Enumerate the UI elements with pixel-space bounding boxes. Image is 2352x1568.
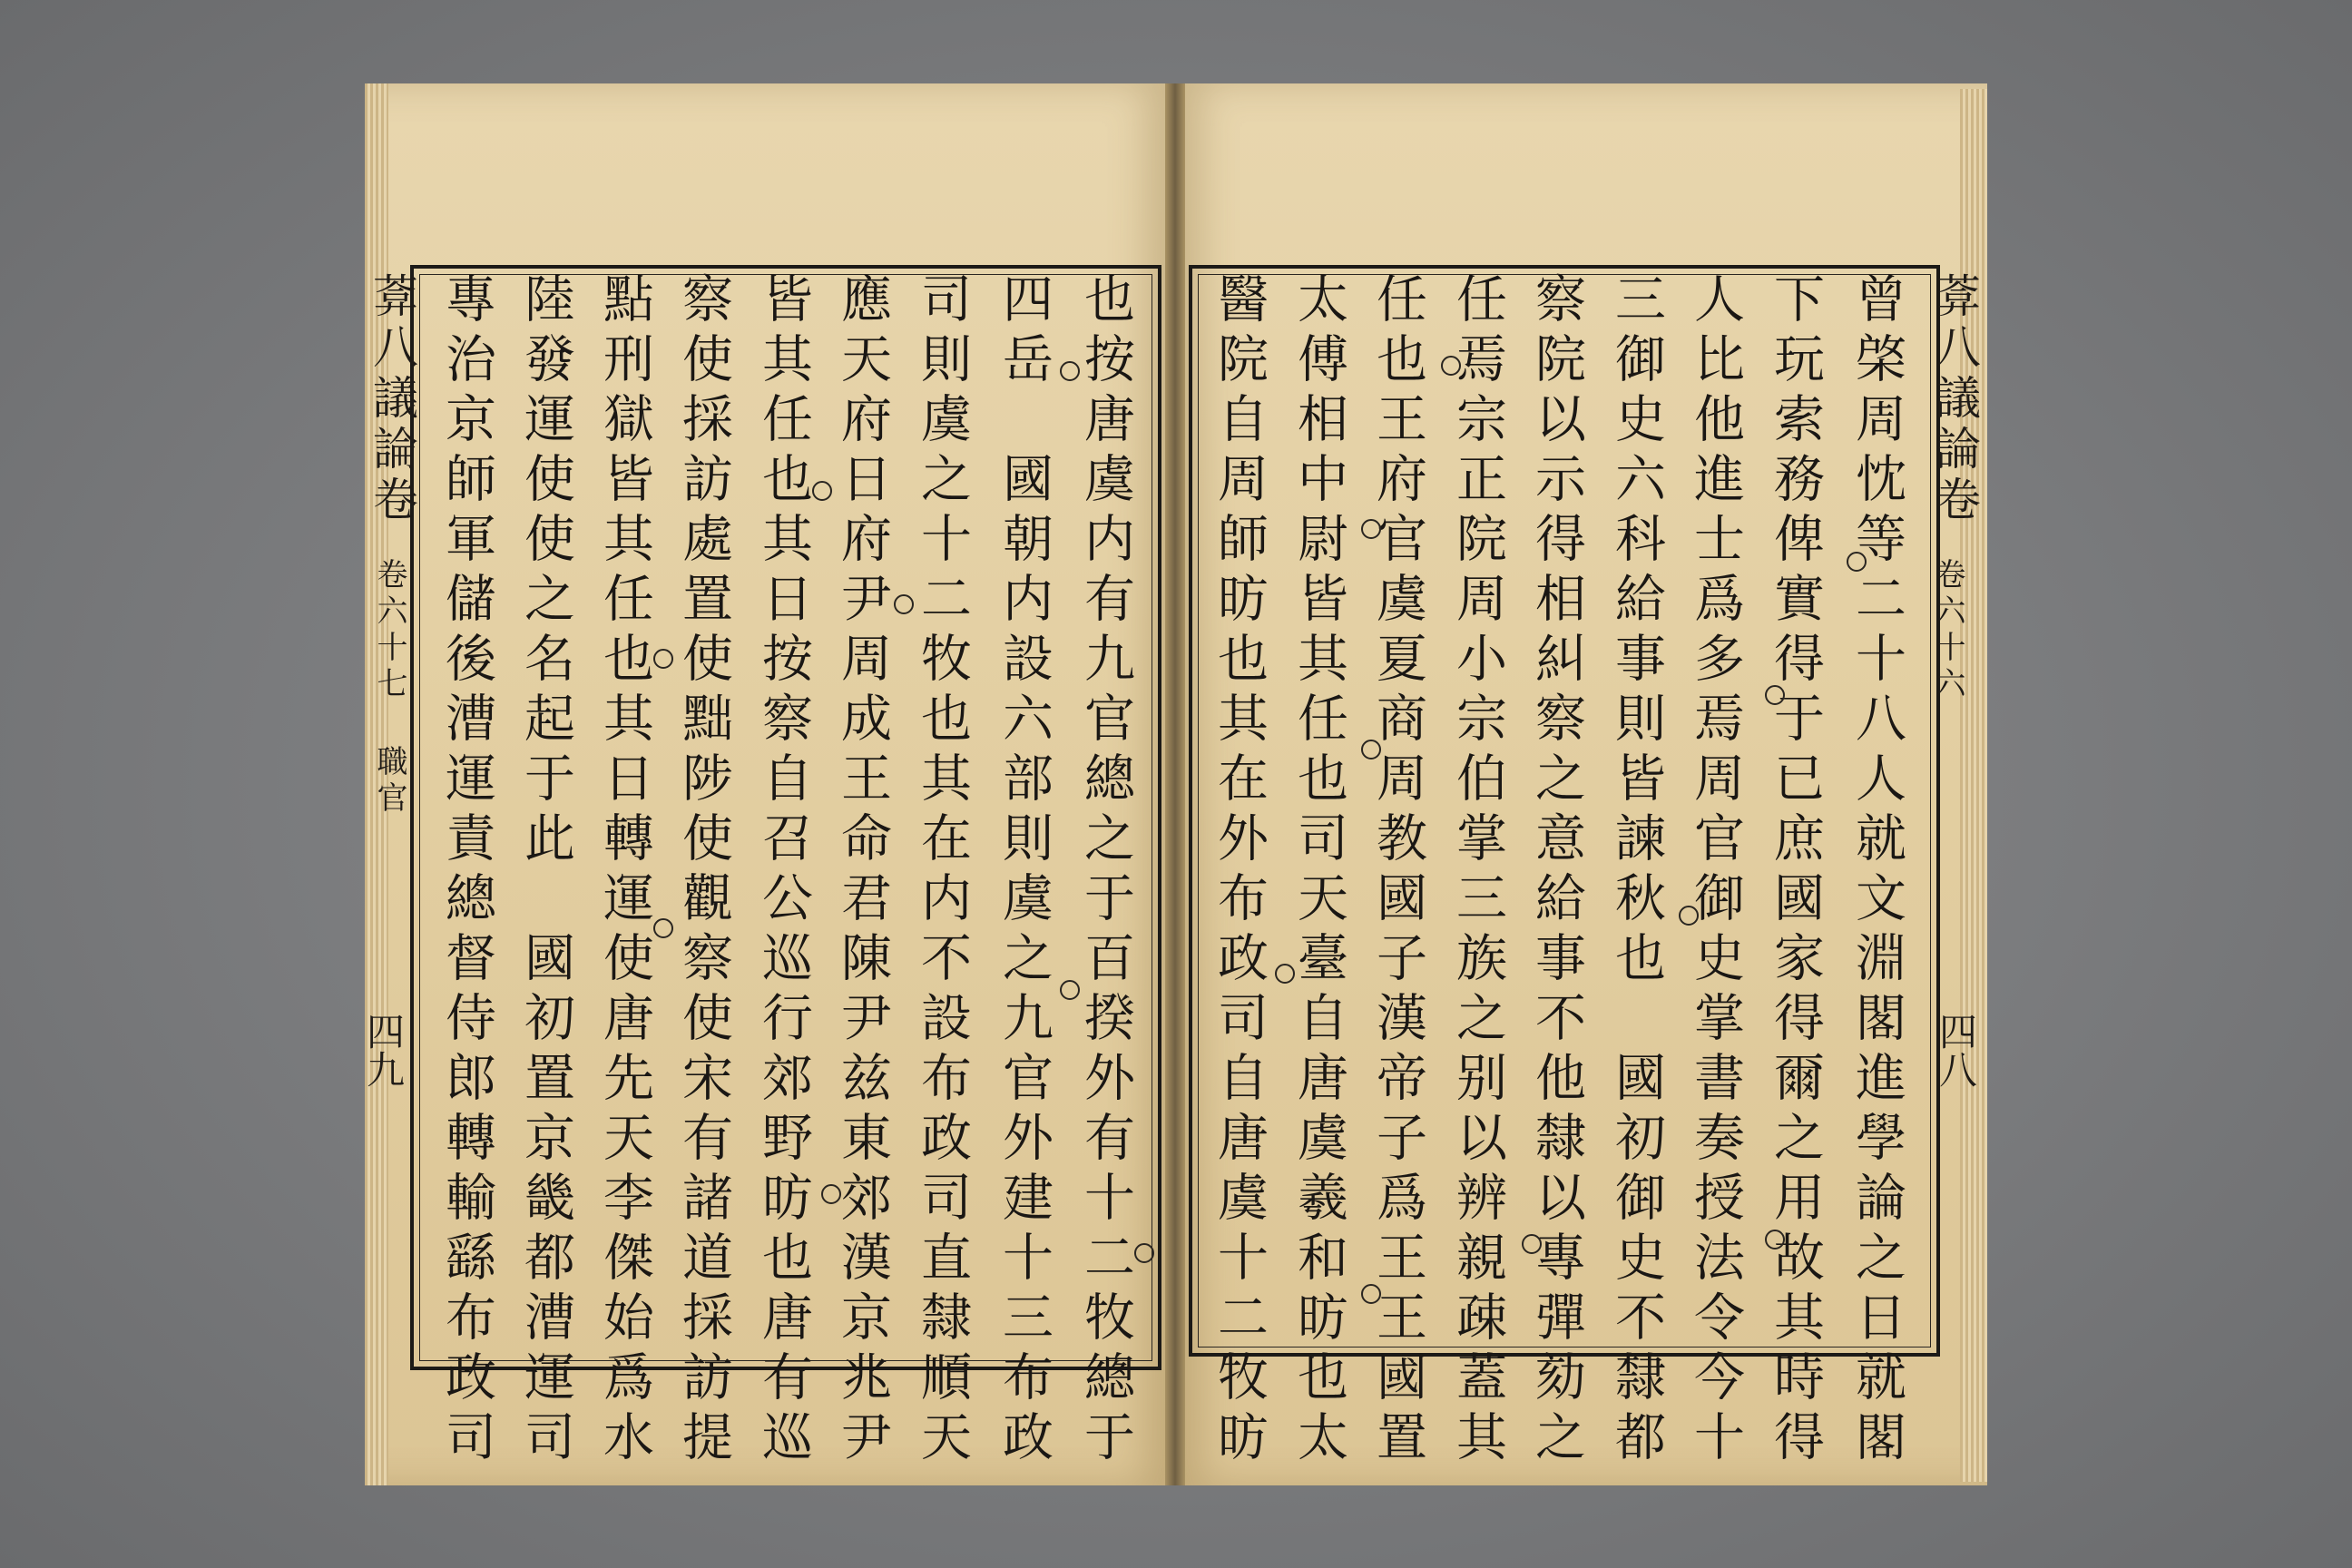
punctuation-mark — [894, 594, 914, 614]
punctuation-mark — [1361, 740, 1381, 760]
left-col-1: 也按唐虞内有九官總之于百揆外有十二牧總于 — [1076, 272, 1135, 1470]
right-margin-section: 卷六十六 — [1929, 558, 1965, 703]
punctuation-mark — [1275, 964, 1295, 984]
left-margin-title: 葊八議論卷 — [366, 272, 418, 526]
punctuation-mark — [1847, 552, 1867, 572]
punctuation-mark — [821, 1184, 841, 1204]
punctuation-mark — [653, 649, 673, 669]
punctuation-mark — [653, 918, 673, 938]
right-col-3: 人比他進士爲多焉周官御史掌書奏授法令今十 — [1686, 272, 1745, 1470]
left-col-2: 四岳 國朝内設六部則虞之九官外建十三布政 — [995, 272, 1054, 1470]
punctuation-mark — [1522, 1234, 1542, 1254]
punctuation-mark — [1361, 519, 1381, 539]
punctuation-mark — [1361, 1284, 1381, 1304]
punctuation-mark — [1441, 356, 1461, 376]
left-margin-section: 卷六十七 職官 — [371, 558, 407, 818]
right-col-1: 曾棨周忱等二十八人就文淵閣進學論之日就閣 — [1847, 272, 1906, 1470]
left-col-5: 皆其任也其日按察自召公巡行郊野昉也唐有巡 — [754, 272, 813, 1470]
punctuation-mark — [1060, 980, 1080, 1000]
right-col-8: 太傅相中尉皆其任也司天臺自唐虞羲和昉也太 — [1289, 272, 1348, 1470]
left-col-9: 專治京師軍儲後漕運責總督侍郎轉輸繇布政司 — [437, 272, 496, 1470]
left-col-3: 司則虞之十二牧也其在内不設布政司直隸順天 — [913, 272, 972, 1470]
left-col-7: 點刑獄皆其任也其日轉運使唐先天李傑始爲水 — [595, 272, 654, 1470]
right-col-4: 三御史六科給事則皆諫秋也 國初御史不隸都 — [1607, 272, 1666, 1470]
right-col-2: 下玩索務俾實得于已庶國家得爾之用故其時得 — [1766, 272, 1825, 1470]
left-page-number: 四九 — [361, 1012, 406, 1088]
right-col-7: 任也王府官虞夏商周教國子漢帝子爲王王國置 — [1368, 272, 1427, 1470]
punctuation-mark — [1060, 361, 1080, 381]
book-gutter — [1165, 83, 1185, 1485]
punctuation-mark — [1679, 906, 1699, 926]
right-page-number: 四八 — [1934, 1012, 1978, 1088]
right-margin-title: 葊八議論卷 — [1928, 272, 1981, 526]
left-col-6: 察使採訪處置使黜陟使觀察使宋有諸道採訪提 — [674, 272, 733, 1470]
right-col-6: 任焉宗正院周小宗伯掌三族之别以辨親疎蓋其 — [1448, 272, 1507, 1470]
right-col-5: 察院以示得相糾察之意給事不他隸以專彈劾之 — [1527, 272, 1586, 1470]
right-col-9: 醫院自周師昉也其在外布政司自唐虞十二牧昉 — [1210, 272, 1269, 1470]
punctuation-mark — [1765, 685, 1785, 705]
left-col-8: 陸發運使使之名起于此 國初置京畿都漕運司 — [516, 272, 575, 1470]
punctuation-mark — [1134, 1243, 1154, 1263]
punctuation-mark — [1765, 1230, 1785, 1250]
punctuation-mark — [812, 481, 832, 501]
left-col-4: 應天府日府尹周成王命君陳尹兹東郊漢京兆尹 — [833, 272, 892, 1470]
